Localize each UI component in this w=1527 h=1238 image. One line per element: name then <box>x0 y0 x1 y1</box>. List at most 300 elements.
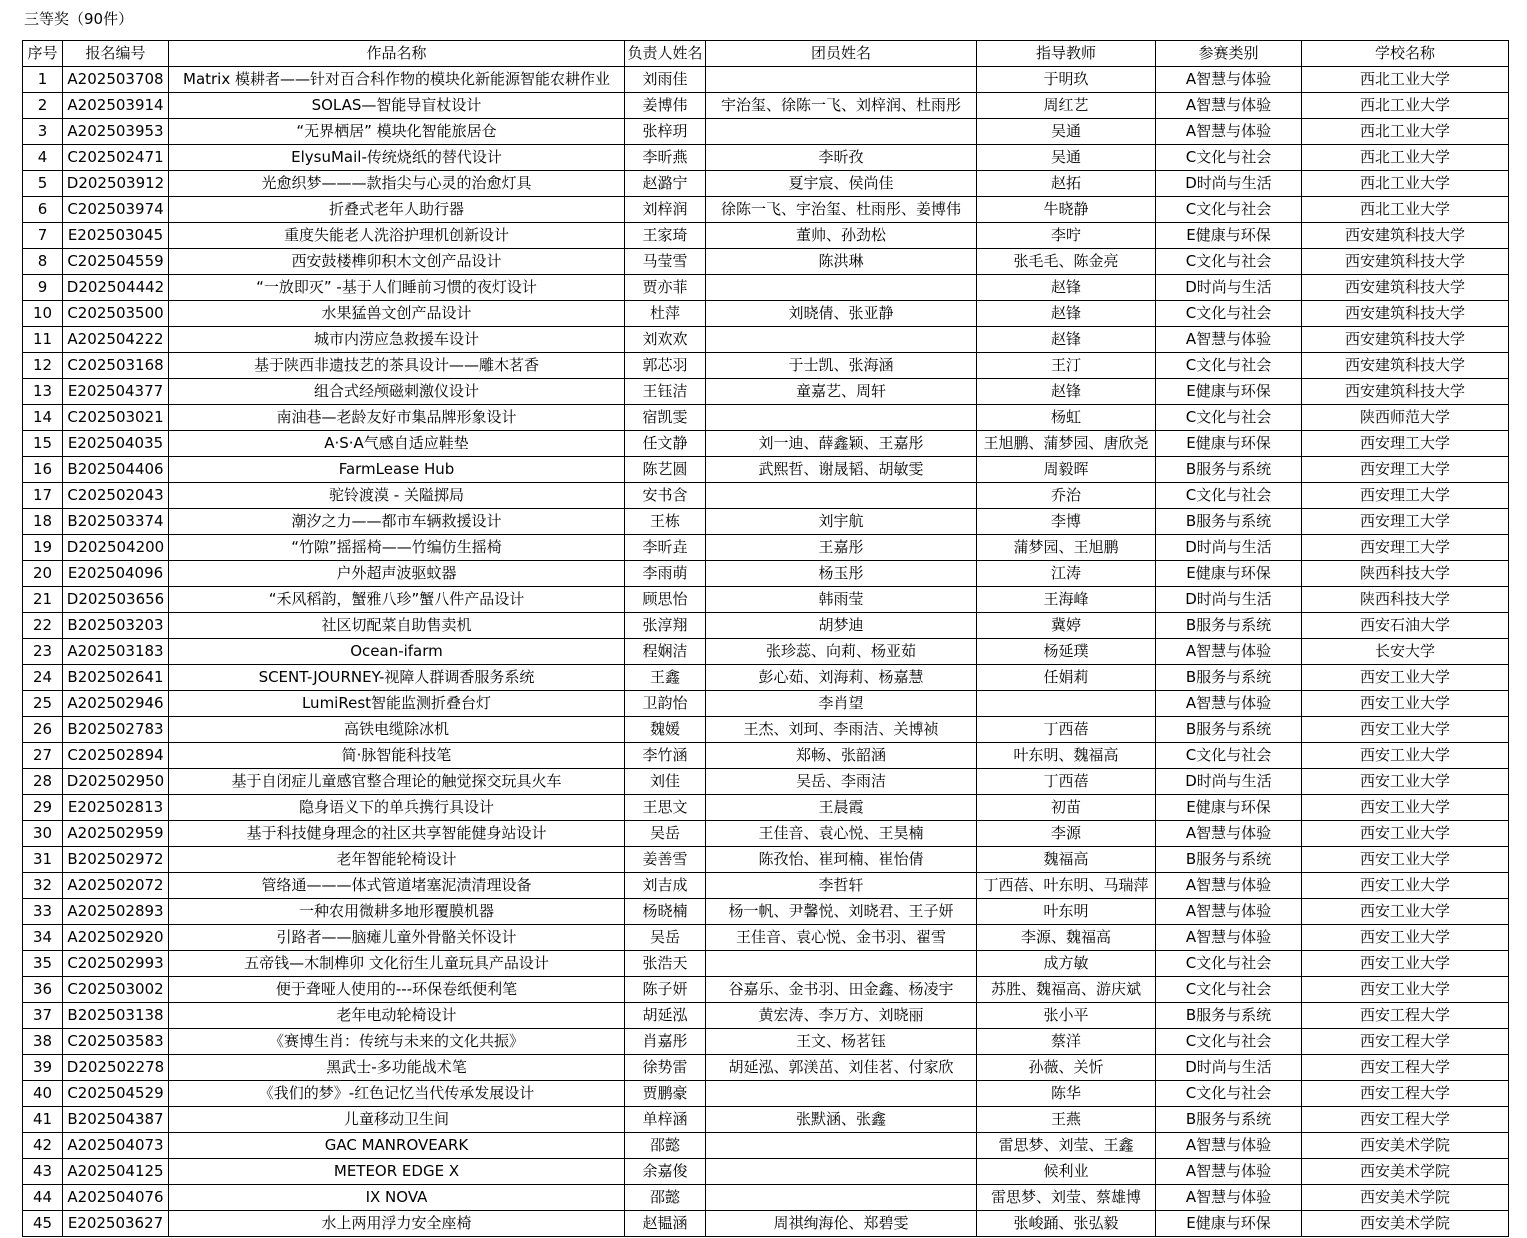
cell-index: 31 <box>23 847 63 873</box>
cell-index: 5 <box>23 171 63 197</box>
cell-leader: 赵韫涵 <box>625 1211 706 1237</box>
cell-category: D时尚与生活 <box>1156 171 1302 197</box>
cell-advisor: 丁西蓓 <box>977 769 1156 795</box>
cell-advisor: 王燕 <box>977 1107 1156 1133</box>
cell-index: 17 <box>23 483 63 509</box>
cell-advisor: 雷思梦、刘莹、王鑫 <box>977 1133 1156 1159</box>
cell-work-title: 折叠式老年人助行器 <box>169 197 625 223</box>
cell-members <box>706 1133 977 1159</box>
cell-category: D时尚与生活 <box>1156 535 1302 561</box>
cell-advisor <box>977 691 1156 717</box>
cell-index: 25 <box>23 691 63 717</box>
cell-school: 西北工业大学 <box>1302 145 1509 171</box>
cell-work-title: FarmLease Hub <box>169 457 625 483</box>
cell-index: 45 <box>23 1211 63 1237</box>
cell-reg-no: C202502894 <box>63 743 169 769</box>
table-row <box>23 691 1509 717</box>
cell-members: 王文、杨茗钰 <box>706 1029 977 1055</box>
cell-leader: 魏媛 <box>625 717 706 743</box>
cell-advisor: 杨延璞 <box>977 639 1156 665</box>
table-row <box>23 509 1509 535</box>
cell-school: 西安美术学院 <box>1302 1211 1509 1237</box>
cell-advisor: 张小平 <box>977 1003 1156 1029</box>
table-row <box>23 899 1509 925</box>
col-header-work-title: 作品名称 <box>169 41 625 67</box>
cell-work-title: 《赛博生肖：传统与未来的文化共振》 <box>169 1029 625 1055</box>
cell-category: A智慧与体验 <box>1156 327 1302 353</box>
cell-category: A智慧与体验 <box>1156 1159 1302 1185</box>
cell-reg-no: A202503708 <box>63 67 169 93</box>
cell-members: 郑畅、张韶涵 <box>706 743 977 769</box>
cell-school: 西安工业大学 <box>1302 951 1509 977</box>
cell-leader: 李竹涵 <box>625 743 706 769</box>
cell-leader: 余嘉俊 <box>625 1159 706 1185</box>
cell-school: 西安工业大学 <box>1302 743 1509 769</box>
table-row <box>23 145 1509 171</box>
table-row <box>23 1185 1509 1211</box>
cell-advisor: 初苗 <box>977 795 1156 821</box>
cell-school: 西安理工大学 <box>1302 509 1509 535</box>
cell-category: A智慧与体验 <box>1156 67 1302 93</box>
award-table <box>22 40 1509 1237</box>
cell-work-title: 儿童移动卫生间 <box>169 1107 625 1133</box>
cell-index: 23 <box>23 639 63 665</box>
cell-index: 21 <box>23 587 63 613</box>
table-row <box>23 743 1509 769</box>
cell-advisor: 王海峰 <box>977 587 1156 613</box>
cell-advisor: 于明玖 <box>977 67 1156 93</box>
cell-index: 39 <box>23 1055 63 1081</box>
cell-leader: 王栋 <box>625 509 706 535</box>
table-row <box>23 379 1509 405</box>
cell-category: E健康与环保 <box>1156 561 1302 587</box>
cell-school: 西北工业大学 <box>1302 119 1509 145</box>
col-header-leader: 负责人姓名 <box>625 41 706 67</box>
cell-members: 陈孜怡、崔珂楠、崔怡倩 <box>706 847 977 873</box>
table-row <box>23 1055 1509 1081</box>
cell-category: A智慧与体验 <box>1156 639 1302 665</box>
cell-leader: 吴岳 <box>625 821 706 847</box>
cell-school: 西安工业大学 <box>1302 769 1509 795</box>
cell-reg-no: C202502043 <box>63 483 169 509</box>
cell-reg-no: C202503168 <box>63 353 169 379</box>
cell-school: 西安工业大学 <box>1302 873 1509 899</box>
col-header-reg-no: 报名编号 <box>63 41 169 67</box>
cell-school: 西安工业大学 <box>1302 717 1509 743</box>
cell-index: 40 <box>23 1081 63 1107</box>
table-row <box>23 353 1509 379</box>
cell-work-title: LumiRest智能监测折叠台灯 <box>169 691 625 717</box>
cell-reg-no: C202504529 <box>63 1081 169 1107</box>
cell-index: 33 <box>23 899 63 925</box>
cell-leader: 张淳翔 <box>625 613 706 639</box>
cell-reg-no: A202504125 <box>63 1159 169 1185</box>
cell-members <box>706 1159 977 1185</box>
cell-category: E健康与环保 <box>1156 1211 1302 1237</box>
col-header-index: 序号 <box>23 41 63 67</box>
cell-school: 西安建筑科技大学 <box>1302 379 1509 405</box>
cell-members: 黄宏涛、李万方、刘晓丽 <box>706 1003 977 1029</box>
cell-members: 王嘉彤 <box>706 535 977 561</box>
cell-members: 宇治玺、徐陈一飞、刘梓润、杜雨彤 <box>706 93 977 119</box>
cell-reg-no: D202504442 <box>63 275 169 301</box>
cell-members: 王佳音、袁心悦、金书羽、翟雪 <box>706 925 977 951</box>
cell-index: 19 <box>23 535 63 561</box>
cell-advisor: 张峻踊、张弘毅 <box>977 1211 1156 1237</box>
cell-reg-no: E202504035 <box>63 431 169 457</box>
table-row <box>23 93 1509 119</box>
cell-reg-no: C202503500 <box>63 301 169 327</box>
cell-school: 西安建筑科技大学 <box>1302 249 1509 275</box>
cell-work-title: 西安鼓楼榫卯积木文创产品设计 <box>169 249 625 275</box>
cell-leader: 程娴洁 <box>625 639 706 665</box>
cell-advisor: 江涛 <box>977 561 1156 587</box>
table-row <box>23 171 1509 197</box>
table-row <box>23 327 1509 353</box>
cell-work-title: 水上两用浮力安全座椅 <box>169 1211 625 1237</box>
cell-leader: 肖嘉彤 <box>625 1029 706 1055</box>
cell-advisor: 周毅晖 <box>977 457 1156 483</box>
table-row <box>23 1133 1509 1159</box>
cell-members <box>706 1185 977 1211</box>
table-row <box>23 873 1509 899</box>
cell-category: B服务与系统 <box>1156 509 1302 535</box>
cell-members: 夏宇宸、侯尚佳 <box>706 171 977 197</box>
cell-index: 27 <box>23 743 63 769</box>
cell-index: 3 <box>23 119 63 145</box>
table-row <box>23 1081 1509 1107</box>
col-header-category: 参赛类别 <box>1156 41 1302 67</box>
cell-leader: 张梓玥 <box>625 119 706 145</box>
cell-school: 西安理工大学 <box>1302 431 1509 457</box>
cell-school: 西安建筑科技大学 <box>1302 275 1509 301</box>
cell-reg-no: B202502972 <box>63 847 169 873</box>
cell-advisor: 叶东明 <box>977 899 1156 925</box>
cell-members: 王晨霞 <box>706 795 977 821</box>
cell-index: 30 <box>23 821 63 847</box>
cell-leader: 陈子妍 <box>625 977 706 1003</box>
cell-members: 武熙哲、谢晟韬、胡敏雯 <box>706 457 977 483</box>
cell-category: C文化与社会 <box>1156 145 1302 171</box>
cell-index: 28 <box>23 769 63 795</box>
cell-work-title: 社区切配菜自助售卖机 <box>169 613 625 639</box>
cell-members: 杨一帆、尹馨悦、刘晓君、王子妍 <box>706 899 977 925</box>
cell-leader: 赵潞宁 <box>625 171 706 197</box>
cell-work-title: ElysuMail-传统烧纸的替代设计 <box>169 145 625 171</box>
cell-advisor: 周红艺 <box>977 93 1156 119</box>
cell-reg-no: A202502959 <box>63 821 169 847</box>
cell-index: 2 <box>23 93 63 119</box>
cell-leader: 顾思怡 <box>625 587 706 613</box>
cell-category: E健康与环保 <box>1156 431 1302 457</box>
cell-category: B服务与系统 <box>1156 1107 1302 1133</box>
cell-school: 西安工程大学 <box>1302 1081 1509 1107</box>
cell-leader: 邵懿 <box>625 1133 706 1159</box>
cell-members: 刘晓倩、张亚静 <box>706 301 977 327</box>
cell-category: D时尚与生活 <box>1156 769 1302 795</box>
table-row <box>23 795 1509 821</box>
cell-work-title: 《我们的梦》-红色记忆当代传承发展设计 <box>169 1081 625 1107</box>
cell-members: 徐陈一飞、宇治玺、杜雨彤、姜博伟 <box>706 197 977 223</box>
cell-school: 西安工业大学 <box>1302 847 1509 873</box>
cell-work-title: 户外超声波驱蚊器 <box>169 561 625 587</box>
cell-reg-no: C202503974 <box>63 197 169 223</box>
cell-members <box>706 405 977 431</box>
cell-leader: 王家琦 <box>625 223 706 249</box>
cell-advisor: 叶东明、魏福高 <box>977 743 1156 769</box>
cell-category: B服务与系统 <box>1156 457 1302 483</box>
cell-work-title: 老年电动轮椅设计 <box>169 1003 625 1029</box>
cell-leader: 安书含 <box>625 483 706 509</box>
cell-work-title: 重度失能老人洗浴护理机创新设计 <box>169 223 625 249</box>
cell-members <box>706 327 977 353</box>
cell-school: 西安工业大学 <box>1302 899 1509 925</box>
cell-work-title: 潮汐之力——都市车辆救援设计 <box>169 509 625 535</box>
table-row <box>23 561 1509 587</box>
cell-index: 4 <box>23 145 63 171</box>
cell-category: C文化与社会 <box>1156 951 1302 977</box>
cell-reg-no: E202503045 <box>63 223 169 249</box>
cell-school: 西安建筑科技大学 <box>1302 327 1509 353</box>
cell-index: 9 <box>23 275 63 301</box>
cell-school: 西安工业大学 <box>1302 977 1509 1003</box>
cell-category: A智慧与体验 <box>1156 1185 1302 1211</box>
col-header-advisor: 指导教师 <box>977 41 1156 67</box>
table-row <box>23 119 1509 145</box>
cell-index: 35 <box>23 951 63 977</box>
table-row <box>23 431 1509 457</box>
cell-leader: 宿凯雯 <box>625 405 706 431</box>
table-row <box>23 301 1509 327</box>
cell-work-title: Matrix 模耕者——针对百合科作物的模块化新能源智能农耕作业 <box>169 67 625 93</box>
cell-work-title: 便于聋哑人使用的---环保卷纸便利笔 <box>169 977 625 1003</box>
cell-index: 32 <box>23 873 63 899</box>
cell-advisor: 赵锋 <box>977 327 1156 353</box>
cell-members: 胡梦迪 <box>706 613 977 639</box>
cell-reg-no: A202502072 <box>63 873 169 899</box>
cell-school: 西安工业大学 <box>1302 691 1509 717</box>
cell-members: 刘宇航 <box>706 509 977 535</box>
cell-work-title: METEOR EDGE X <box>169 1159 625 1185</box>
cell-work-title: A·S·A气感自适应鞋垫 <box>169 431 625 457</box>
col-header-school: 学校名称 <box>1302 41 1509 67</box>
cell-work-title: 高铁电缆除冰机 <box>169 717 625 743</box>
cell-work-title: 管络通———体式管道堵塞泥渍清理设备 <box>169 873 625 899</box>
cell-reg-no: A202502893 <box>63 899 169 925</box>
cell-members: 韩雨莹 <box>706 587 977 613</box>
cell-index: 41 <box>23 1107 63 1133</box>
cell-school: 西安工业大学 <box>1302 665 1509 691</box>
cell-index: 15 <box>23 431 63 457</box>
cell-work-title: 光愈织梦———款指尖与心灵的治愈灯具 <box>169 171 625 197</box>
cell-work-title: IX NOVA <box>169 1185 625 1211</box>
cell-category: B服务与系统 <box>1156 717 1302 743</box>
cell-leader: 王思文 <box>625 795 706 821</box>
table-row <box>23 821 1509 847</box>
cell-reg-no: E202504377 <box>63 379 169 405</box>
cell-members: 李肖望 <box>706 691 977 717</box>
cell-members <box>706 275 977 301</box>
cell-category: A智慧与体验 <box>1156 93 1302 119</box>
cell-members <box>706 951 977 977</box>
cell-members <box>706 119 977 145</box>
cell-index: 20 <box>23 561 63 587</box>
cell-reg-no: A202502920 <box>63 925 169 951</box>
cell-index: 14 <box>23 405 63 431</box>
cell-category: A智慧与体验 <box>1156 119 1302 145</box>
table-row <box>23 405 1509 431</box>
cell-category: B服务与系统 <box>1156 613 1302 639</box>
cell-category: A智慧与体验 <box>1156 925 1302 951</box>
cell-category: A智慧与体验 <box>1156 1133 1302 1159</box>
cell-work-title: 基于自闭症儿童感官整合理论的触觉探交玩具火车 <box>169 769 625 795</box>
cell-members: 杨玉彤 <box>706 561 977 587</box>
cell-leader: 刘欢欢 <box>625 327 706 353</box>
cell-reg-no: C202502993 <box>63 951 169 977</box>
cell-index: 10 <box>23 301 63 327</box>
cell-leader: 吴岳 <box>625 925 706 951</box>
cell-members <box>706 67 977 93</box>
cell-work-title: “一放即灭” -基于人们睡前习惯的夜灯设计 <box>169 275 625 301</box>
cell-work-title: “竹隙”摇摇椅——竹编仿生摇椅 <box>169 535 625 561</box>
cell-work-title: 隐身语义下的单兵携行具设计 <box>169 795 625 821</box>
cell-index: 18 <box>23 509 63 535</box>
cell-leader: 杜萍 <box>625 301 706 327</box>
cell-index: 38 <box>23 1029 63 1055</box>
cell-category: C文化与社会 <box>1156 301 1302 327</box>
cell-members: 彭心茹、刘海莉、杨嘉慧 <box>706 665 977 691</box>
cell-school: 西北工业大学 <box>1302 67 1509 93</box>
cell-leader: 陈艺圆 <box>625 457 706 483</box>
cell-category: C文化与社会 <box>1156 483 1302 509</box>
cell-work-title: SOLAS—智能导盲杖设计 <box>169 93 625 119</box>
cell-work-title: 基于科技健身理念的社区共享智能健身站设计 <box>169 821 625 847</box>
cell-reg-no: B202502783 <box>63 717 169 743</box>
cell-work-title: 水果猛兽文创产品设计 <box>169 301 625 327</box>
table-row <box>23 925 1509 951</box>
cell-reg-no: C202504559 <box>63 249 169 275</box>
cell-work-title: 老年智能轮椅设计 <box>169 847 625 873</box>
cell-school: 长安大学 <box>1302 639 1509 665</box>
cell-members: 张珍蕊、向莉、杨亚茹 <box>706 639 977 665</box>
cell-leader: 单梓涵 <box>625 1107 706 1133</box>
section-heading: 三等奖（90件） <box>24 10 134 28</box>
cell-reg-no: B202503138 <box>63 1003 169 1029</box>
cell-advisor: 赵拓 <box>977 171 1156 197</box>
cell-reg-no: C202503002 <box>63 977 169 1003</box>
cell-school: 西安工程大学 <box>1302 1055 1509 1081</box>
cell-index: 6 <box>23 197 63 223</box>
cell-index: 34 <box>23 925 63 951</box>
cell-reg-no: B202504387 <box>63 1107 169 1133</box>
cell-reg-no: D202503656 <box>63 587 169 613</box>
cell-index: 11 <box>23 327 63 353</box>
cell-work-title: “禾风稻韵，蟹雅八珍”蟹八件产品设计 <box>169 587 625 613</box>
cell-advisor: 任娟莉 <box>977 665 1156 691</box>
cell-school: 西安石油大学 <box>1302 613 1509 639</box>
table-row <box>23 275 1509 301</box>
cell-school: 西安工程大学 <box>1302 1107 1509 1133</box>
cell-school: 陕西科技大学 <box>1302 561 1509 587</box>
cell-reg-no: A202502946 <box>63 691 169 717</box>
cell-category: E健康与环保 <box>1156 223 1302 249</box>
cell-leader: 李昕燕 <box>625 145 706 171</box>
cell-category: D时尚与生活 <box>1156 1055 1302 1081</box>
cell-index: 37 <box>23 1003 63 1029</box>
cell-advisor: 赵锋 <box>977 379 1156 405</box>
cell-members: 胡延泓、郭渼茁、刘佳茗、付家欣 <box>706 1055 977 1081</box>
cell-reg-no: C202503021 <box>63 405 169 431</box>
cell-index: 12 <box>23 353 63 379</box>
cell-advisor: 王旭鹏、蒲梦园、唐欣尧 <box>977 431 1156 457</box>
cell-advisor: 候利业 <box>977 1159 1156 1185</box>
cell-work-title: 城市内涝应急救援车设计 <box>169 327 625 353</box>
cell-reg-no: D202503912 <box>63 171 169 197</box>
cell-advisor: 孙薇、关忻 <box>977 1055 1156 1081</box>
table-row <box>23 1107 1509 1133</box>
cell-category: C文化与社会 <box>1156 1081 1302 1107</box>
cell-reg-no: E202502813 <box>63 795 169 821</box>
cell-reg-no: E202504096 <box>63 561 169 587</box>
cell-leader: 王鑫 <box>625 665 706 691</box>
table-row <box>23 977 1509 1003</box>
cell-reg-no: A202504222 <box>63 327 169 353</box>
cell-work-title: 简·脉智能科技笔 <box>169 743 625 769</box>
cell-school: 西安建筑科技大学 <box>1302 301 1509 327</box>
table-row <box>23 67 1509 93</box>
table-row <box>23 1029 1509 1055</box>
cell-leader: 姜善雪 <box>625 847 706 873</box>
cell-reg-no: A202504073 <box>63 1133 169 1159</box>
cell-advisor: 张毛毛、陈金亮 <box>977 249 1156 275</box>
cell-leader: 郭芯羽 <box>625 353 706 379</box>
cell-reg-no: A202503183 <box>63 639 169 665</box>
cell-index: 1 <box>23 67 63 93</box>
cell-index: 43 <box>23 1159 63 1185</box>
cell-work-title: 驼铃渡漠 - 关隘掷局 <box>169 483 625 509</box>
cell-reg-no: B202503374 <box>63 509 169 535</box>
cell-school: 陕西科技大学 <box>1302 587 1509 613</box>
cell-school: 西安工程大学 <box>1302 1029 1509 1055</box>
cell-leader: 李昕垚 <box>625 535 706 561</box>
table-row <box>23 1159 1509 1185</box>
cell-advisor: 李咛 <box>977 223 1156 249</box>
cell-school: 西安建筑科技大学 <box>1302 223 1509 249</box>
cell-school: 西北工业大学 <box>1302 171 1509 197</box>
cell-index: 24 <box>23 665 63 691</box>
cell-reg-no: B202502641 <box>63 665 169 691</box>
cell-leader: 张浩天 <box>625 951 706 977</box>
table-row <box>23 665 1509 691</box>
cell-school: 西安工业大学 <box>1302 795 1509 821</box>
cell-category: E健康与环保 <box>1156 795 1302 821</box>
cell-work-title: 黑武士-多功能战术笔 <box>169 1055 625 1081</box>
table-row <box>23 535 1509 561</box>
cell-reg-no: C202503583 <box>63 1029 169 1055</box>
cell-reg-no: B202503203 <box>63 613 169 639</box>
cell-work-title: GAC MANROVEARK <box>169 1133 625 1159</box>
cell-leader: 刘梓润 <box>625 197 706 223</box>
table-row <box>23 249 1509 275</box>
table-row <box>23 457 1509 483</box>
cell-work-title: Ocean-ifarm <box>169 639 625 665</box>
cell-advisor: 吴通 <box>977 119 1156 145</box>
cell-reg-no: C202502471 <box>63 145 169 171</box>
cell-members: 王佳音、袁心悦、王昊楠 <box>706 821 977 847</box>
cell-index: 8 <box>23 249 63 275</box>
cell-leader: 胡延泓 <box>625 1003 706 1029</box>
cell-reg-no: D202502278 <box>63 1055 169 1081</box>
